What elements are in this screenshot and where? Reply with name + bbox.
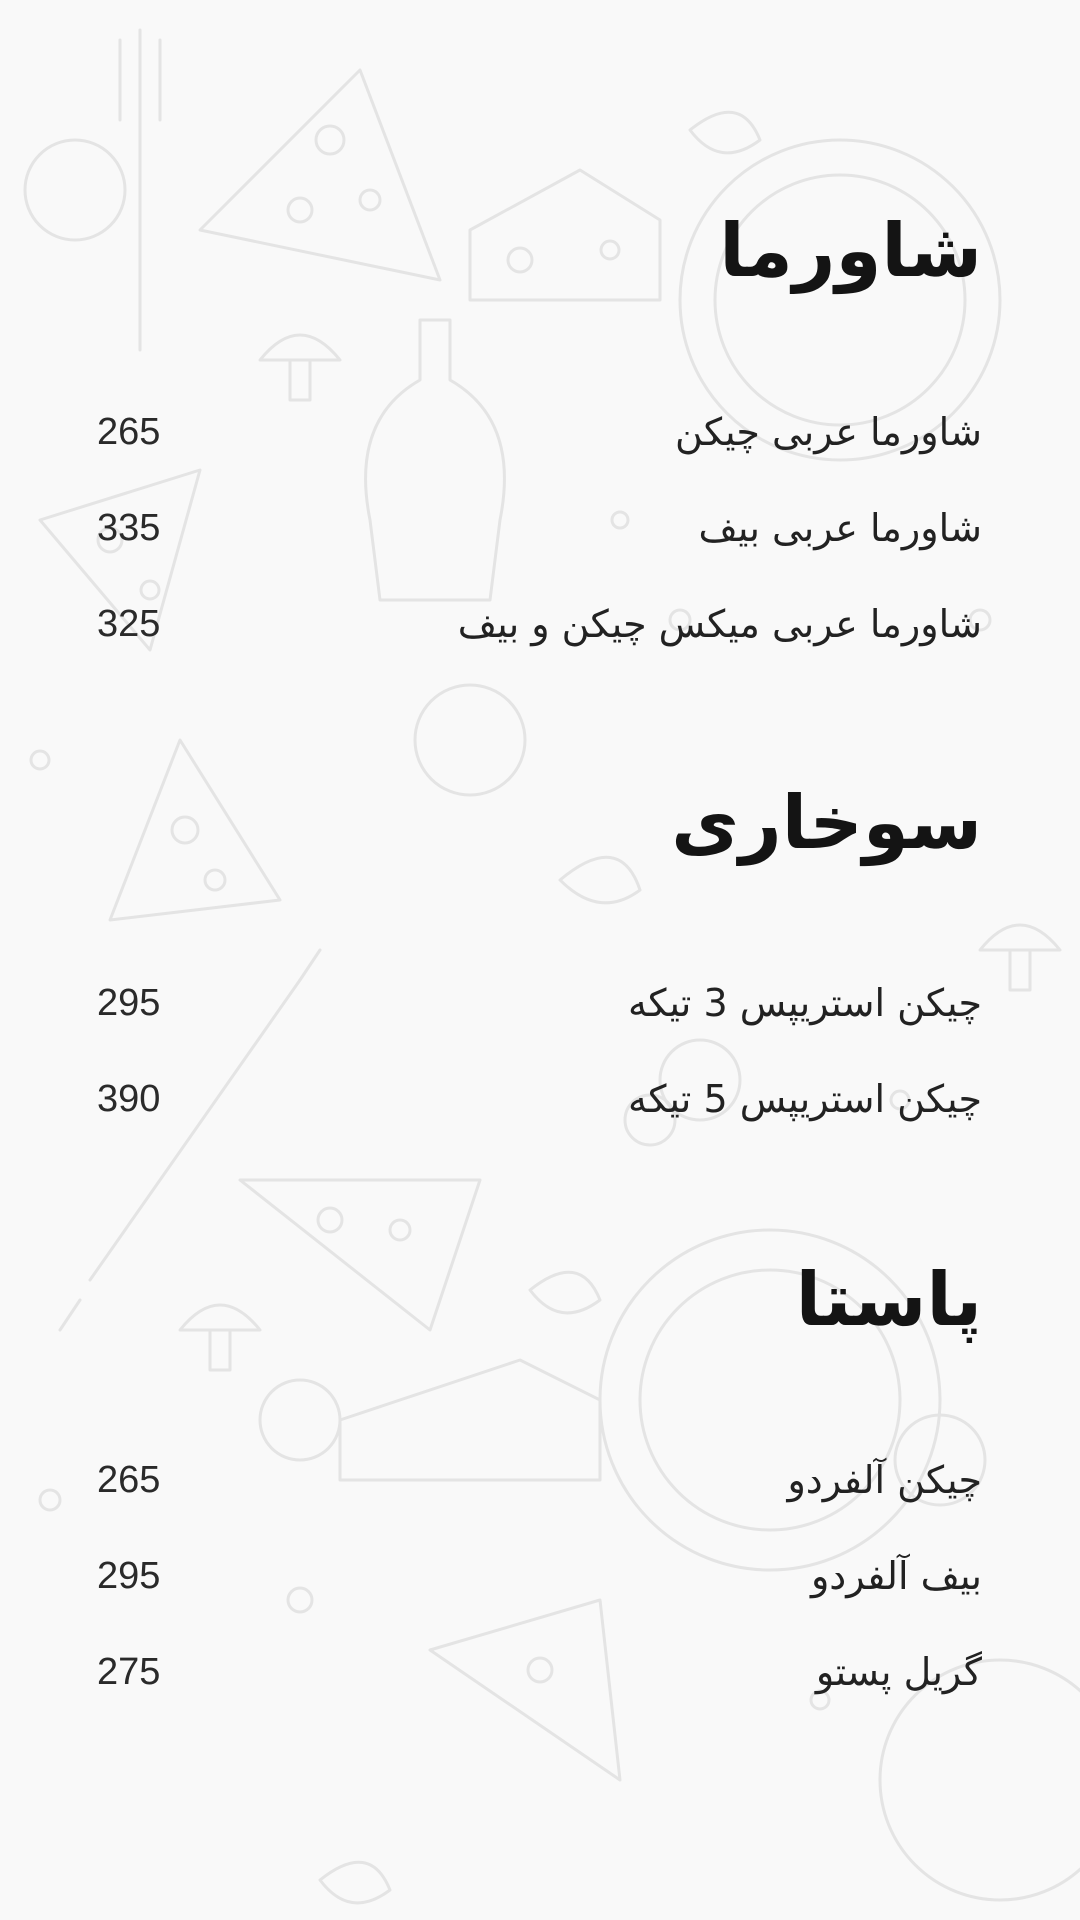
section-title-shawarma: شاورما: [719, 208, 982, 294]
menu-item-name: بیف آلفردو: [810, 1554, 982, 1598]
menu-item: [97, 502, 982, 554]
section-title-fried: سوخاری: [671, 780, 982, 866]
menu-item: [97, 1646, 982, 1698]
menu-item-price: 295: [97, 1555, 161, 1597]
menu-item-price: 295: [97, 982, 161, 1024]
menu-item: [97, 1073, 982, 1125]
menu-item-name: چیکن آلفردو: [787, 1458, 982, 1502]
menu-item-price: 390: [97, 1078, 161, 1120]
menu-item-price: 265: [97, 1459, 161, 1501]
menu-item: [97, 598, 982, 650]
menu-item-name: شاورما عربی میکس چیکن و بیف: [457, 602, 982, 646]
menu-item-price: 265: [97, 411, 161, 453]
menu-item-price: 275: [97, 1651, 161, 1693]
menu-item-price: 325: [97, 603, 161, 645]
menu-item-name: شاورما عربی چیکن: [675, 410, 982, 454]
menu-item-name: چیکن استریپس 5 تیکه: [627, 1077, 982, 1121]
menu-item-name: چیکن استریپس 3 تیکه: [627, 981, 982, 1025]
menu-item-name: گریل پستو: [815, 1650, 982, 1694]
menu-item-price: 335: [97, 507, 161, 549]
menu-item: [97, 1454, 982, 1506]
menu-item: [97, 1550, 982, 1602]
section-title-pasta: پاستا: [795, 1257, 982, 1343]
menu-item: [97, 977, 982, 1029]
menu-item: [97, 406, 982, 458]
menu-item-name: شاورما عربی بیف: [698, 506, 982, 550]
